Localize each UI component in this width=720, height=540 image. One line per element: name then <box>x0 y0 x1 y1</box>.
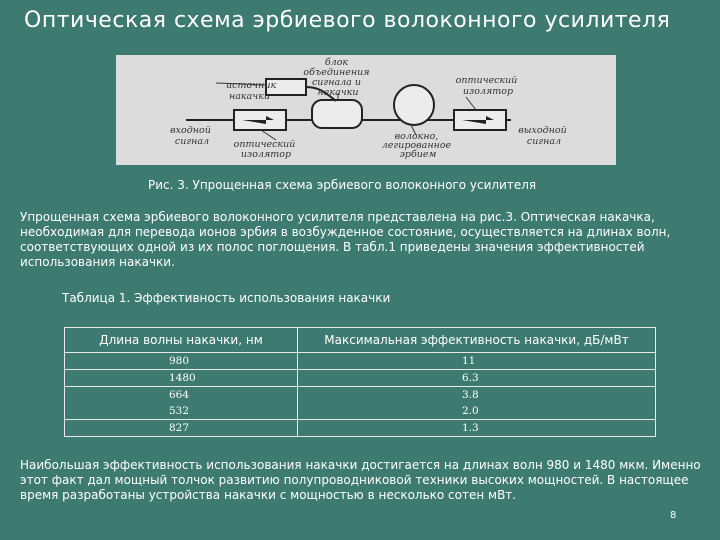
table-row <box>65 403 656 420</box>
conclusion-paragraph: Наибольшая эффективность использования накачки достигается на длинах волн 980 и 1480 мкм. Именно этот факт дал мощный толчок развитию полупроводниковой техники высоких мощностей. В настоящее время разработаны устройства накачки с мощностью в несколько сотен мВт. <box>20 458 701 502</box>
column-header-wavelength: Длина волны накачки, нм <box>65 328 298 353</box>
label-line: объединения <box>303 67 370 78</box>
label-line: накачки <box>229 91 270 102</box>
label-line: оптический <box>455 75 518 86</box>
page-number: 8 <box>670 510 677 521</box>
table-cell-wavelength: 980 <box>65 353 298 370</box>
table-row <box>65 353 656 370</box>
table-cell-efficiency: 6.3 <box>298 370 656 387</box>
label-isolator-top <box>456 75 521 97</box>
table-caption: Таблица 1. Эффективность использования накачки <box>62 291 391 305</box>
label-line: эрбием <box>399 149 437 160</box>
pump-efficiency-table <box>64 327 656 437</box>
table-cell-efficiency: 2.0 <box>298 403 656 420</box>
label-line: оптический <box>233 139 296 150</box>
table-cell-efficiency: 3.8 <box>298 387 656 404</box>
label-line: источник <box>226 80 277 91</box>
table-header-row <box>65 328 656 353</box>
label-line: выходной <box>518 125 567 136</box>
label-line: изолятор <box>240 149 292 160</box>
label-combiner <box>303 57 372 98</box>
combiner-block <box>312 100 362 128</box>
table-row <box>65 387 656 404</box>
label-line: сигнала и <box>311 77 361 88</box>
erbium-fiber-coil <box>394 85 434 125</box>
table-row <box>65 420 656 437</box>
label-input-signal <box>170 125 214 147</box>
table-row <box>65 370 656 387</box>
label-line: входной <box>170 125 211 136</box>
label-line: блок <box>324 57 349 68</box>
label-line: легированное <box>381 140 452 151</box>
table-cell-wavelength: 827 <box>65 420 298 437</box>
amplifier-diagram <box>116 55 616 165</box>
table-cell-wavelength: 532 <box>65 403 298 420</box>
table-cell-wavelength: 664 <box>65 387 298 404</box>
label-output-signal <box>518 125 570 147</box>
amplifier-schematic <box>116 55 616 165</box>
table-cell-efficiency: 11 <box>298 353 656 370</box>
column-header-efficiency: Максимальная эффективность накачки, дБ/мВт <box>298 328 656 353</box>
table-cell-wavelength: 1480 <box>65 370 298 387</box>
label-line: накачки <box>317 87 359 98</box>
figure-caption: Рис. 3. Упрощенная схема эрбиевого волоконного усилителя <box>148 178 537 192</box>
label-erbium-fiber <box>382 131 454 160</box>
label-line: волокно, <box>394 131 439 142</box>
label-isolator-bottom <box>234 139 299 160</box>
pointer-line <box>466 97 476 110</box>
table-cell-efficiency: 1.3 <box>298 420 656 437</box>
label-line: изолятор <box>462 86 514 97</box>
intro-paragraph: Упрощенная схема эрбиевого волоконного усилителя представлена на рис.3. Оптическая накачка, необходимая для перевода ионов эрбия в возбужденное состояние, осуществляется на длинах волн, соответствующих одной из их полос поглощения. В табл.1 приведены значения эффективностей использования накачки. <box>20 210 671 269</box>
slide-title: Оптическая схема эрбиевого волоконного усилителя <box>24 8 671 33</box>
label-line: сигнал <box>526 136 562 147</box>
label-line: сигнал <box>174 136 210 147</box>
